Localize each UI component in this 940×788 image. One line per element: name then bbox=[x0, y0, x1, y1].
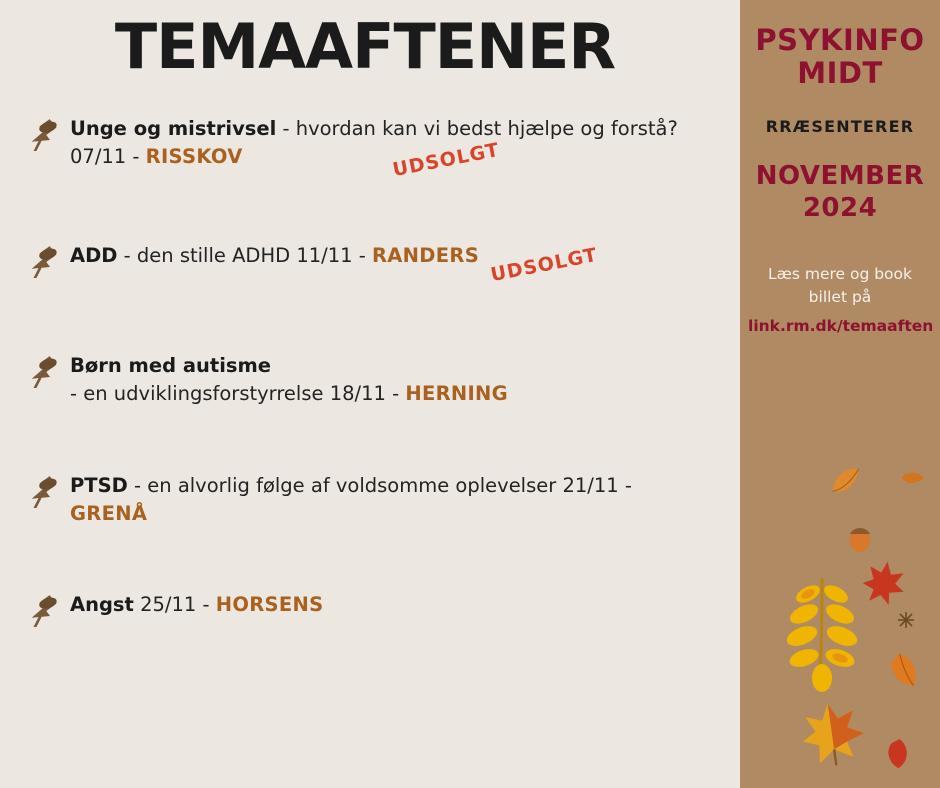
pushpin-icon bbox=[24, 593, 70, 629]
event-title: ADD bbox=[70, 243, 118, 267]
event-title: Børn med autisme bbox=[70, 353, 272, 377]
pushpin-icon bbox=[24, 244, 70, 280]
event-detail: - en alvorlig følge af voldsomme oplevelser 21/11 - bbox=[127, 474, 632, 498]
brand-line-2: MIDT bbox=[797, 56, 883, 91]
list-item[interactable] bbox=[24, 240, 728, 284]
booking-line-2: billet på bbox=[808, 287, 872, 306]
event-description bbox=[70, 350, 508, 409]
pushpin-icon bbox=[24, 117, 70, 153]
booking-line-1: Læs mere og book bbox=[767, 264, 913, 283]
event-location: HORSENS bbox=[215, 592, 324, 616]
status-badge: UDSOLGT bbox=[390, 138, 502, 182]
event-description bbox=[70, 240, 479, 270]
event-detail: 25/11 - bbox=[133, 592, 216, 616]
event-list bbox=[0, 113, 740, 633]
autumn-leaves-decoration bbox=[740, 458, 940, 788]
event-title: Angst bbox=[70, 592, 134, 616]
event-title: PTSD bbox=[70, 474, 128, 498]
event-description bbox=[70, 589, 323, 619]
brand-line-1: PSYKINFO bbox=[755, 23, 925, 57]
booking-link[interactable]: link.rm.dk/temaaften bbox=[748, 317, 934, 336]
brand-name bbox=[748, 24, 932, 91]
event-detail: - den stille ADHD 11/11 - bbox=[117, 243, 372, 267]
event-detail: - en udviklingsforstyrrelse 18/11 - bbox=[70, 381, 406, 405]
event-description bbox=[70, 113, 690, 172]
pushpin-icon bbox=[24, 354, 70, 390]
presents-label: RRÆSENTERER bbox=[765, 116, 915, 136]
event-description bbox=[70, 470, 690, 529]
pushpin-icon bbox=[24, 474, 70, 510]
event-detail: - hvordan kan vi bedst hjælpe og forstå? 07/11 - bbox=[70, 117, 678, 169]
booking-info bbox=[748, 263, 932, 339]
event-location: RISSKOV bbox=[145, 145, 243, 169]
sidebar bbox=[740, 0, 940, 788]
event-location: GRENÅ bbox=[70, 502, 148, 526]
list-item[interactable] bbox=[24, 350, 728, 409]
month-year bbox=[748, 160, 932, 225]
event-location: RANDERS bbox=[371, 243, 480, 267]
year-label: 2024 bbox=[802, 193, 878, 224]
list-item[interactable] bbox=[24, 589, 728, 633]
list-item[interactable] bbox=[24, 470, 728, 529]
event-location: HERNING bbox=[405, 381, 508, 405]
event-title: Unge og mistrivsel bbox=[70, 117, 277, 141]
page-title: TEMAAFTENER bbox=[114, 10, 616, 83]
list-item[interactable] bbox=[24, 113, 728, 182]
status-badge: UDSOLGT bbox=[488, 243, 600, 286]
month-label: NOVEMBER bbox=[755, 160, 925, 191]
